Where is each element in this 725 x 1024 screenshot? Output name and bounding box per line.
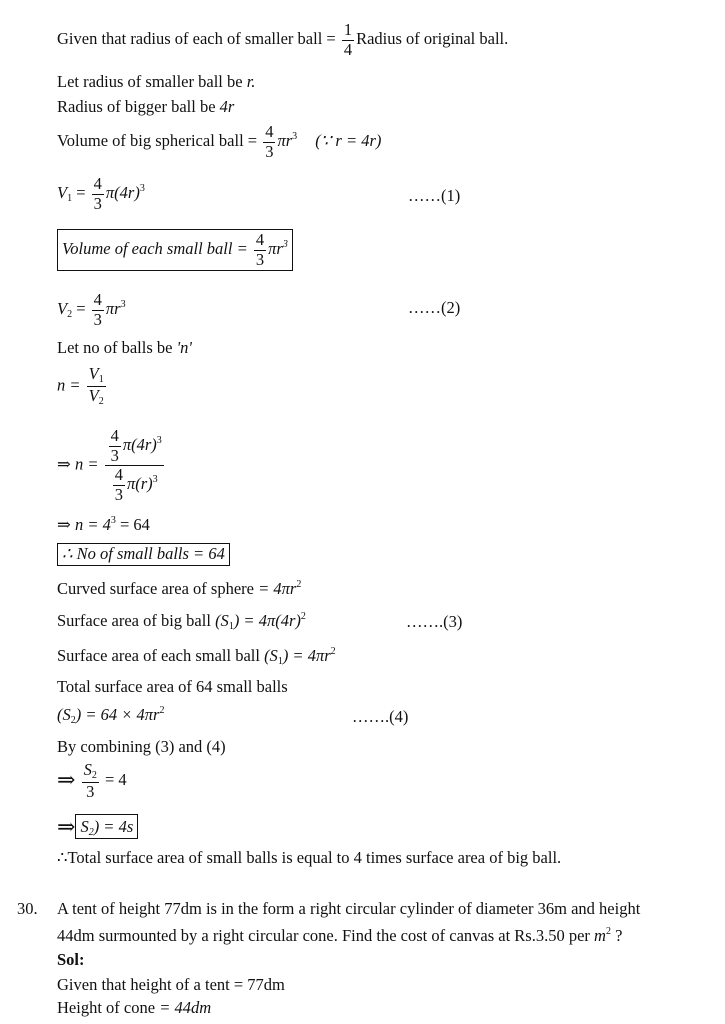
line-surface-area-big: Surface area of big ball $(S_1) = 4\pi(4r)^2$ (57, 611, 306, 632)
line-big-radius: Radius of bigger ball be 4r (57, 97, 235, 116)
equation-v2: $V_2$ = $\frac{4}{3}$ $\pi r^3$ (57, 290, 126, 329)
equation-n-substitution: ⇒ n = $\frac{4}{3}$ $\pi(4r)^3$ $\frac{4}{3}$ $\pi(r)^3$ (57, 426, 162, 504)
boxed-small-ball-volume: Volume of each small ball = $\frac{4}{3}$ $\pi r^3$ (57, 229, 293, 271)
equation-number-2: ……(2) (408, 298, 461, 317)
line-number-of-balls: Let no of balls be 'n' (57, 338, 192, 357)
equation-s2-result: ⇒ $S_2) = 4s$ (57, 816, 138, 838)
equation-number-1: ……(1) (408, 186, 461, 205)
equation-number-3: …….(3) (406, 612, 463, 631)
line-combining: By combining (3) and (4) (57, 737, 226, 756)
line-small-radius: Let radius of smaller ball be r. (57, 72, 256, 91)
solution-label: Sol: (57, 950, 85, 969)
solution-line-1: Given that height of a tent = 77dm (57, 975, 285, 994)
boxed-number-of-balls: ∴ No of small balls = 64 (57, 543, 230, 566)
question-line-2: 44dm surmounted by a right circular cone. Find the cost of canvas at Rs.3.50 per $m^2$ ? (57, 926, 623, 945)
line-total-surface-area: Total surface area of 64 small balls (57, 677, 288, 696)
question-line-1: A tent of height 77dm is in the form a right circular cylinder of diameter 36m and height (57, 899, 641, 918)
line-surface-area-small: Surface area of each small ball $(S_1) = 4\pi r^2$ (57, 646, 336, 667)
equation-s2-ratio: ⇒ $\frac{S_2}{3}$ = 4 (57, 760, 127, 801)
line-conclusion: ∴Total surface area of small balls is equal to 4 times surface area of big ball. (57, 848, 562, 867)
line-curved-surface-area: Curved surface area of sphere = $4\pi r^2$ (57, 579, 302, 598)
equation-v1: $V_1$ = $\frac{4}{3}$ $\pi(4r)^3$ (57, 174, 145, 213)
line-volume-big: Volume of big spherical ball = $\frac{4}{3}$ $\pi r^3$ (∵ r = 4r) (57, 122, 382, 161)
question-number: 30. (17, 899, 38, 918)
line-ratio: Given that radius of each of smaller ball = $\frac{1}{4}$ Radius of original ball. (57, 20, 509, 59)
equation-s2: $(S_2) = 64 \times 4\pi r^2$ (57, 705, 165, 726)
fraction-one-quarter: $\frac{1}{4}$ (343, 20, 353, 59)
boxed-s2-equals-4s: $S_2) = 4s$ (75, 814, 138, 839)
equation-n-result: ⇒ $n = 4^3 = 64$ (57, 515, 150, 534)
equation-number-4: …….(4) (352, 707, 409, 726)
solution-line-2: Height of cone = 44dm (57, 998, 212, 1017)
equation-n-ratio: n = $\frac{V_1}{V_2}$ (57, 364, 104, 407)
